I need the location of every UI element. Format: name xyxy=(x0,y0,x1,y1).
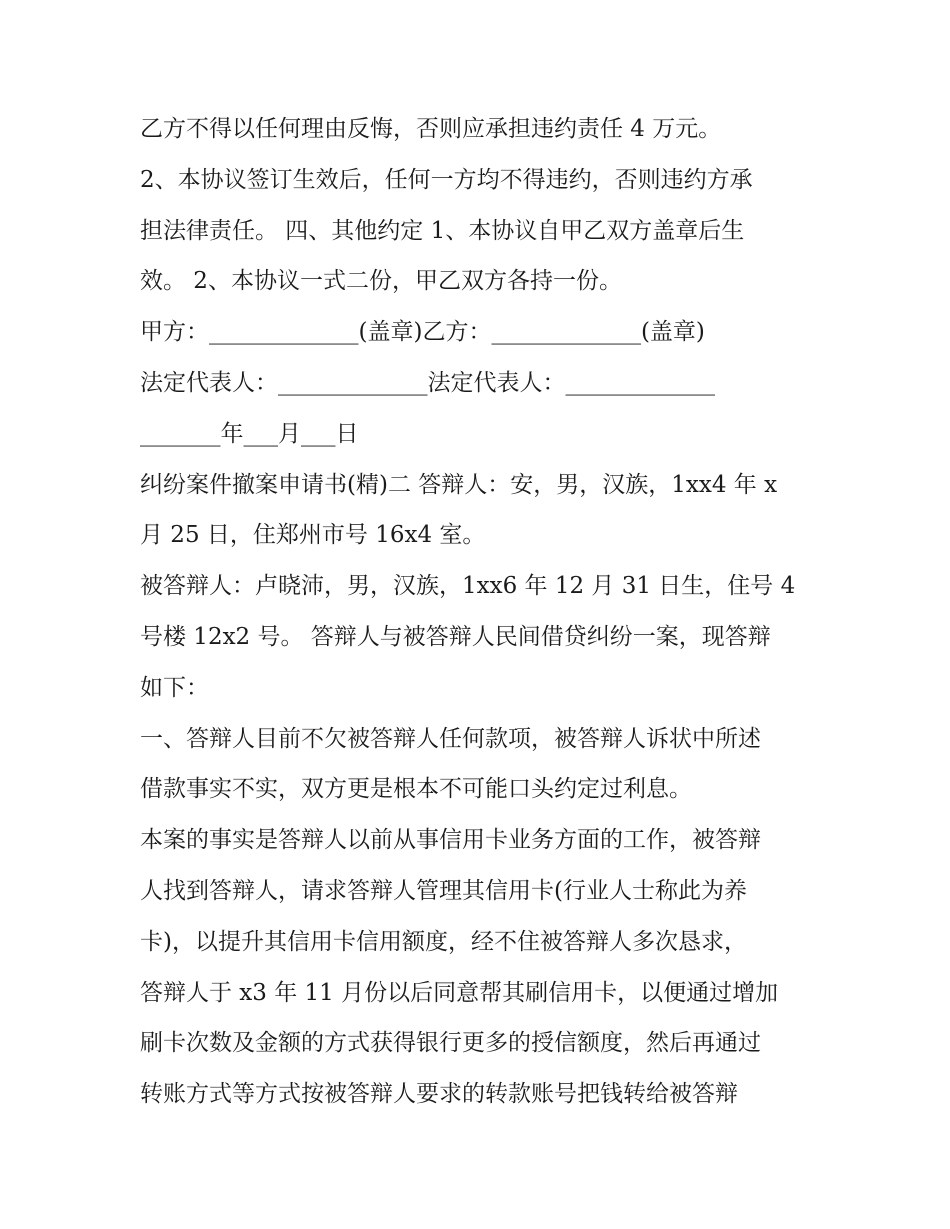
signature-line-representative: 法定代表人：_____________法定代表人：_____________ xyxy=(140,369,715,396)
text-line: 2、本协议签订生效后，任何一方均不得违约，否则违约方承 xyxy=(140,166,753,193)
text-line: 号楼 12x2 号。 答辩人与被答辩人民间借贷纠纷一案，现答辩 xyxy=(140,623,771,650)
text-line: 效。 2、本协议一式二份，甲乙双方各持一份。 xyxy=(140,268,622,295)
text-line: 一、答辩人目前不欠被答辩人任何款项，被答辩人诉状中所述 xyxy=(140,725,761,752)
document-body xyxy=(140,104,830,1120)
text-line: 刷卡次数及金额的方式获得银行更多的授信额度，然后再通过 xyxy=(140,1030,761,1057)
text-line: 人找到答辩人，请求答辩人管理其信用卡(行业人士称此为养 xyxy=(140,877,747,904)
text-line: 月 25 日，住郑州市号 16x4 室。 xyxy=(140,522,486,549)
text-line: 卡)，以提升其信用卡信用额度，经不住被答辩人多次恳求， xyxy=(140,928,747,955)
text-line: 被答辩人：卢晓沛，男，汉族，1xx6 年 12 月 31 日生，住号 4 xyxy=(140,573,796,600)
text-line: 如下： xyxy=(140,674,209,701)
text-line: 答辩人于 x3 年 11 月份以后同意帮其刷信用卡，以便通过增加 xyxy=(140,979,779,1006)
text-line: 乙方不得以任何理由反悔，否则应承担违约责任 4 万元。 xyxy=(140,116,722,142)
text-line: 借款事实不实，双方更是根本不可能口头约定过利息。 xyxy=(140,776,692,803)
date-line: _______年___月___日 xyxy=(140,420,359,447)
text-line: 担法律责任。 四、其他约定 1、本协议自甲乙双方盖章后生 xyxy=(140,217,745,244)
text-line: 转账方式等方式按被答辩人要求的转款账号把钱转给被答辩 xyxy=(140,1081,738,1108)
text-line: 纠纷案件撤案申请书(精)二 答辩人：安，男，汉族，1xx4 年 x xyxy=(140,471,778,498)
signature-line-party: 甲方：_____________(盖章)乙方：_____________(盖章) xyxy=(140,319,705,346)
text-line: 本案的事实是答辩人以前从事信用卡业务方面的工作，被答辩 xyxy=(140,827,761,854)
